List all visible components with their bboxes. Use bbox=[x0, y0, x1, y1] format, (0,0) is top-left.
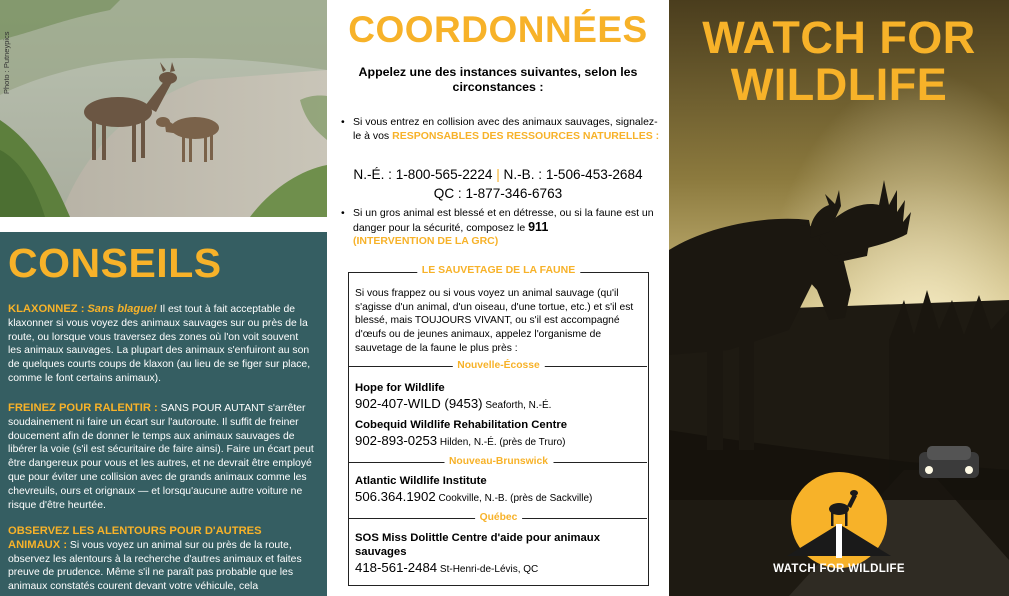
region-new-brunswick: Nouveau-Brunswick bbox=[444, 456, 553, 467]
tip-text: Il est tout à fait acceptable de klaxonner si vous voyez des animaux sauvages sur ou près de la route, ou lorsque vous traversez des zones où l'on voit souvent les animaux sauvages. La plupart des animaux s'enfuiront au son de quelques courts coups de klaxon (au lieu de se figer sur place, comme le font certains animaux). bbox=[8, 304, 311, 384]
org-name: Hope for Wildlife bbox=[355, 382, 445, 394]
phone-numbers bbox=[327, 165, 669, 203]
org-name: Atlantic Wildlife Institute bbox=[355, 475, 487, 487]
contacts-intro: Appelez une des instances suivantes, selon les circonstances : bbox=[358, 65, 638, 94]
org-hope-for-wildlife bbox=[355, 381, 641, 414]
org-location: Hilden, N.-É. (près de Truro) bbox=[437, 437, 566, 448]
tip-honk bbox=[8, 303, 314, 386]
org-name: SOS Miss Dolittle Centre d'aide pour animaux sauvages bbox=[355, 532, 600, 558]
tip-text: SANS POUR AUTANT s'arrêter soudainement ni faire un écart sur l'autoroute. Il suffit de freiner doucement afin de donner le temps aux animaux sauvages de libérer la voie (s'il est sécuritaire de faire ainsi). Faire un écart peut être dangereux pour vous et les autres, et ne devrait être employé que pour éviter une collision avec de grands animaux comme les chevreuils, ours et orignaux — et lorsqu'aucune autre voiture ne risque d'être heurtée. bbox=[8, 403, 314, 511]
tips-title: CONSEILS bbox=[8, 240, 222, 286]
org-location: St-Henri-de-Lévis, QC bbox=[437, 564, 539, 575]
wildlife-rescue-box bbox=[348, 264, 649, 586]
tip-observe bbox=[8, 525, 314, 594]
bullet-highlight: RESPONSABLES DES RESSOURCES NATURELLES : bbox=[392, 129, 660, 142]
rescue-text: Si vous frappez ou si vous voyez un animal sauvage (qu'il s'agisse d'un animal, d'un oiseau, d'une tortue, etc.) et s'il est blessé, mais TOUJOURS VIVANT, ou s'il est accompagné d'œufs ou de jeunes animaux, appelez l'organisme de sauvetage de la faune le plus près : bbox=[355, 288, 634, 354]
bullet-911 bbox=[341, 207, 661, 249]
right-panel bbox=[669, 0, 1009, 596]
org-phone: 902-407-WILD (9453) bbox=[355, 396, 483, 411]
tip-keyword: OBSERVEZ LES ALENTOURS POUR D'AUTRES ANIMAUX : bbox=[8, 525, 262, 551]
org-phone: 506.364.1902 bbox=[355, 489, 436, 504]
tip-brake bbox=[8, 402, 314, 512]
photo-credit: Photo : Putneypics bbox=[2, 31, 11, 94]
bullet-dot-icon: • bbox=[341, 116, 345, 128]
phone-separator: | bbox=[496, 167, 500, 182]
org-cobequid bbox=[355, 418, 641, 451]
org-atlantic-wildlife bbox=[355, 474, 641, 507]
bullet-text: Si un gros animal est blessé et en détresse, ou si la faune est un danger pour la sécurité, composez le bbox=[353, 207, 654, 234]
deer-photo bbox=[0, 0, 327, 217]
middle-panel bbox=[327, 0, 669, 596]
headline bbox=[669, 14, 1009, 108]
tip-text: Si vous voyez un animal sur ou près de la route, observez les alentours à la recherche d'autres animaux et faites preuve de prudence. Même s'il ne paraît pas probable que les animaux constatés courent devant votre véhicule, cela bbox=[8, 539, 302, 593]
org-location: Cookville, N.-B. (près de Sackville) bbox=[435, 493, 593, 504]
org-location: Seaforth, N.-É. bbox=[482, 400, 552, 411]
phone-qc: QC : 1-877-346-6763 bbox=[433, 186, 563, 201]
region-nova-scotia: Nouvelle-Écosse bbox=[452, 360, 544, 371]
bullet-highlight: (INTERVENTION DE LA GRC) bbox=[353, 235, 499, 247]
tip-keyword: KLAXONNEZ : bbox=[8, 303, 85, 315]
bullet-dot-icon: • bbox=[341, 207, 345, 219]
headline-line2: WILDLIFE bbox=[730, 59, 948, 110]
emergency-number: 911 bbox=[528, 219, 549, 234]
rescue-title: LE SAUVETAGE DE LA FAUNE bbox=[417, 264, 580, 276]
contacts-title: COORDONNÉES bbox=[348, 9, 648, 50]
org-phone: 418-561-2484 bbox=[355, 560, 438, 575]
tip-keyword: FREINEZ POUR RALENTIR : bbox=[8, 402, 158, 414]
tip-emphasis: Sans blague! bbox=[87, 303, 157, 315]
tips-section bbox=[0, 232, 327, 596]
org-phone: 902-893-0253 bbox=[355, 433, 438, 448]
org-sos-miss-dolittle bbox=[355, 531, 641, 578]
phone-nb: N.-B. : 1-506-453-2684 bbox=[503, 167, 643, 182]
headline-line1: WATCH FOR bbox=[702, 12, 976, 63]
bullet-text: Si vous entrez en collision avec des animaux sauvages, signalez-le à vos bbox=[353, 116, 658, 142]
logo-text: WATCH FOR WILDLIFE bbox=[773, 563, 905, 575]
bullet-collision bbox=[341, 116, 661, 143]
phone-ns: N.-É. : 1-800-565-2224 bbox=[353, 167, 493, 182]
org-name: Cobequid Wildlife Rehabilitation Centre bbox=[355, 419, 568, 431]
left-panel bbox=[0, 0, 327, 596]
region-quebec: Québec bbox=[475, 512, 523, 523]
